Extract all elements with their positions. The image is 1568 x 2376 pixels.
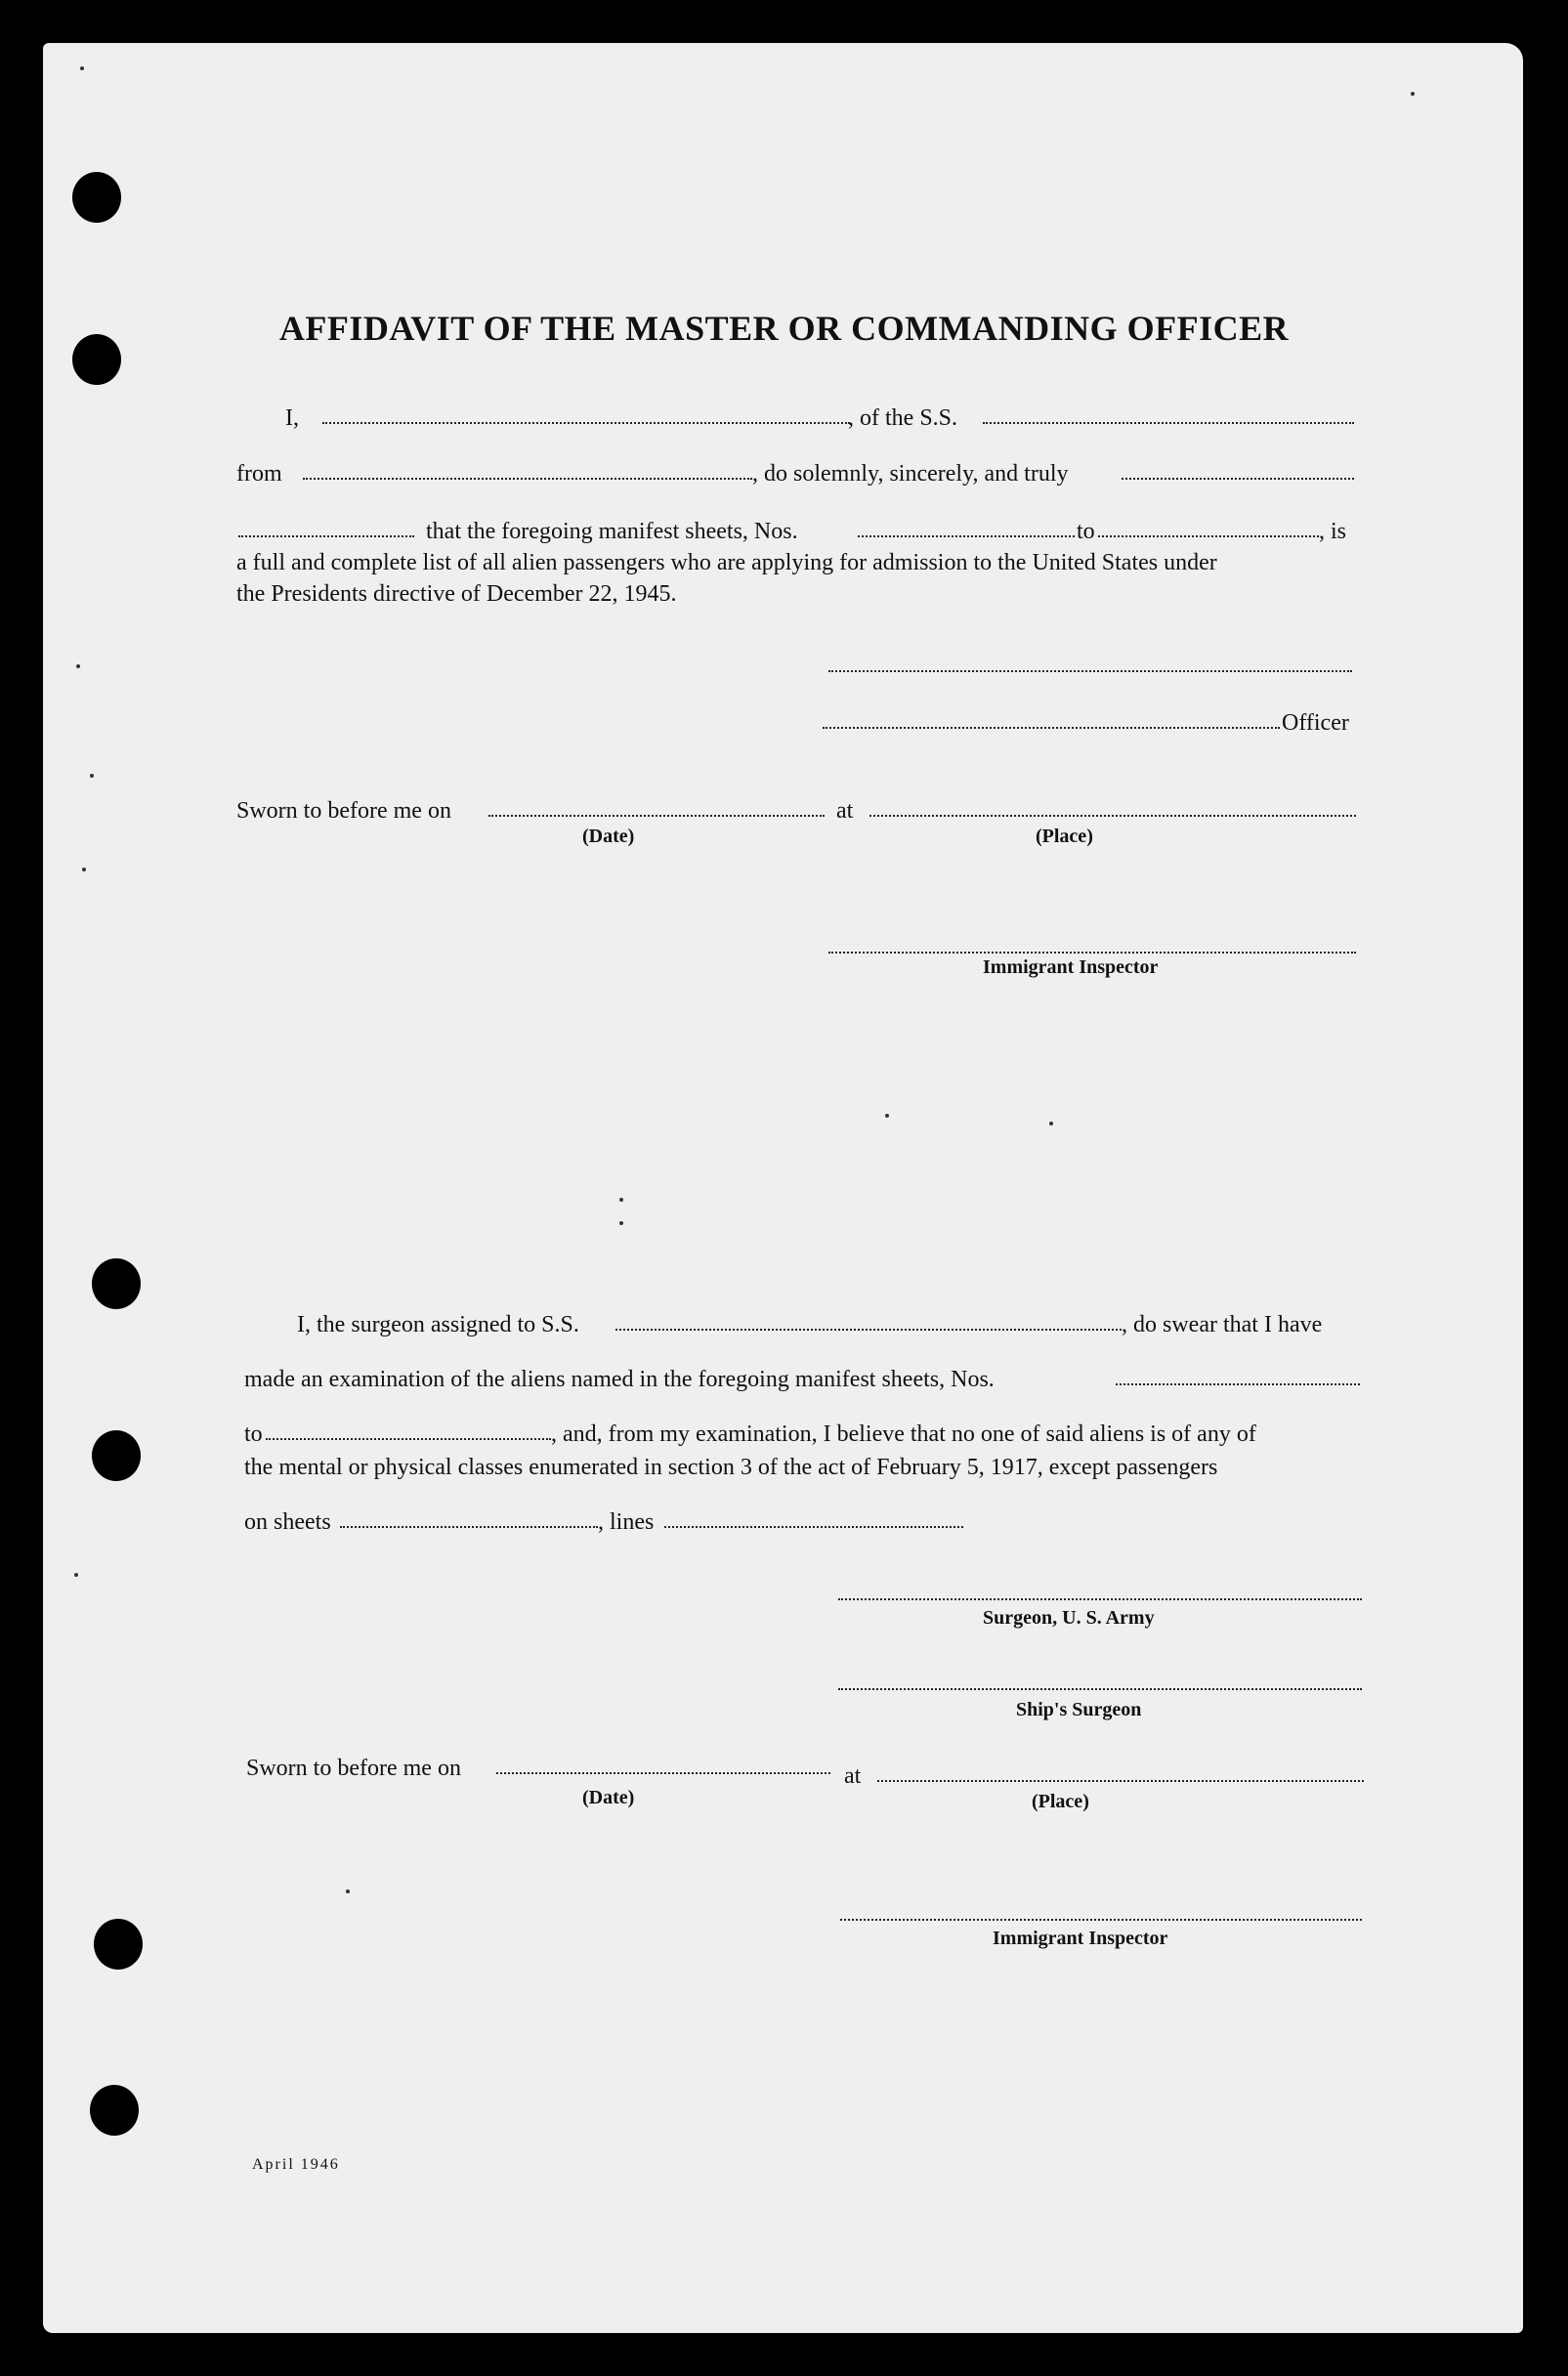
surgeon-sheets-from-field[interactable] — [1116, 1383, 1360, 1385]
from-label: from — [236, 461, 282, 487]
surgeon-sworn-label: Sworn to before me on — [246, 1756, 461, 1781]
on-sheets-label: on sheets — [244, 1509, 331, 1535]
surgeon-at-label: at — [844, 1763, 862, 1789]
speck — [619, 1198, 623, 1202]
speck — [74, 1573, 78, 1577]
form-revision-date: April 1946 — [252, 2156, 340, 2173]
master-i-label: I, — [285, 405, 299, 431]
place-caption: (Place) — [1036, 826, 1093, 847]
surgeon-date-caption: (Date) — [582, 1787, 635, 1808]
surgeon-place-caption: (Place) — [1032, 1791, 1089, 1812]
manifest-sheets-label: that the foregoing manifest sheets, Nos. — [426, 519, 798, 544]
punch-hole — [90, 2085, 139, 2136]
speck — [76, 664, 80, 668]
form-title: AFFIDAVIT OF THE MASTER OR COMMANDING OFFICER — [278, 309, 1290, 348]
except-lines-field[interactable] — [664, 1526, 963, 1528]
master-statement-line: the Presidents directive of December 22, 1945. — [236, 581, 677, 607]
surgeon-sworn-place-field[interactable] — [877, 1780, 1364, 1782]
ships-surgeon-signature-field[interactable] — [838, 1688, 1362, 1690]
sheet-to-field[interactable] — [1098, 535, 1319, 537]
surgeon-inspector-signature-field[interactable] — [840, 1919, 1362, 1921]
oath-type-field[interactable] — [1122, 478, 1354, 480]
swear-label: , do swear that I have — [1122, 1312, 1323, 1337]
speck — [885, 1114, 889, 1118]
punch-hole — [92, 1430, 141, 1481]
master-signature-field[interactable] — [828, 670, 1352, 672]
surgeon-assigned-label: I, the surgeon assigned to S.S. — [297, 1312, 579, 1337]
surgeon-inspector-caption: Immigrant Inspector — [993, 1928, 1168, 1949]
solemnly-label: , do solemnly, sincerely, and truly — [752, 461, 1069, 487]
at-label: at — [836, 798, 854, 824]
is-label: , is — [1319, 519, 1347, 544]
ships-surgeon-caption: Ship's Surgeon — [1016, 1699, 1142, 1720]
sheet-from-field[interactable] — [858, 535, 1075, 537]
sworn-label: Sworn to before me on — [236, 798, 451, 824]
surgeon-ship-field[interactable] — [615, 1329, 1122, 1331]
master-name-field[interactable] — [322, 422, 850, 424]
speck — [619, 1221, 623, 1225]
lines-label: , lines — [598, 1509, 655, 1535]
speck — [90, 774, 94, 778]
declaration-field[interactable] — [238, 535, 414, 537]
army-surgeon-signature-field[interactable] — [838, 1598, 1362, 1600]
surgeon-sheets-to-field[interactable] — [266, 1438, 551, 1440]
except-sheets-field[interactable] — [340, 1526, 598, 1528]
of-ss-label: , of the S.S. — [848, 405, 958, 431]
speck — [1049, 1122, 1053, 1125]
examination-label: made an examination of the aliens named in the foregoing manifest sheets, Nos. — [244, 1367, 995, 1392]
punch-hole — [94, 1919, 143, 1970]
to-label: to — [1077, 519, 1095, 544]
punch-hole — [92, 1258, 141, 1309]
punch-hole — [72, 172, 121, 223]
officer-signature-field[interactable] — [823, 727, 1280, 729]
officer-label: Officer — [1282, 710, 1349, 736]
army-surgeon-caption: Surgeon, U. S. Army — [983, 1607, 1155, 1629]
inspector-signature-field[interactable] — [828, 952, 1356, 954]
ship-name-field[interactable] — [983, 422, 1354, 424]
speck — [1411, 92, 1415, 96]
document-page — [43, 43, 1523, 2333]
speck — [82, 868, 86, 871]
master-statement-line: a full and complete list of all alien passengers who are applying for admission to the United States under — [236, 550, 1217, 575]
sworn-place-field[interactable] — [869, 815, 1356, 817]
sworn-date-field[interactable] — [488, 815, 825, 817]
speck — [346, 1889, 350, 1893]
date-caption: (Date) — [582, 826, 635, 847]
from-port-field[interactable] — [303, 478, 752, 480]
inspector-caption: Immigrant Inspector — [983, 956, 1159, 978]
surgeon-to-label: to — [244, 1421, 263, 1447]
belief-statement: , and, from my examination, I believe that no one of said aliens is of any of — [551, 1421, 1256, 1447]
speck — [80, 66, 84, 70]
classes-statement: the mental or physical classes enumerated in section 3 of the act of February 5, 1917, except passengers — [244, 1455, 1218, 1480]
surgeon-sworn-date-field[interactable] — [496, 1772, 830, 1774]
